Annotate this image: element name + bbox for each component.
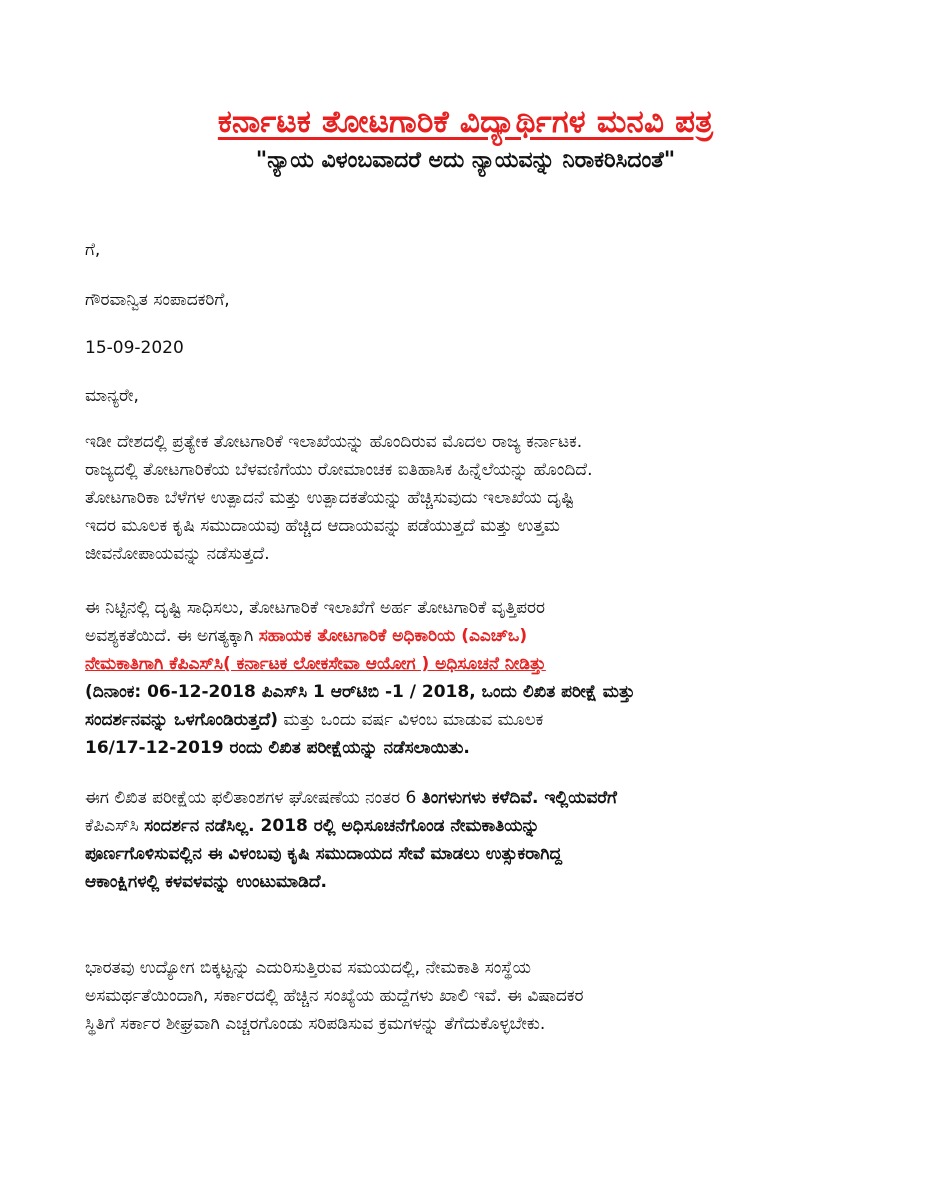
paragraph-3-line bbox=[85, 812, 845, 840]
exam-date: 16/17-12-2019 bbox=[85, 738, 224, 758]
paragraph-2-text: ಅವಶ್ಯಕತೆಯಿದೆ. ಈ ಅಗತ್ಯಕ್ಕಾಗಿ bbox=[85, 626, 259, 646]
paragraph-1-line: ಇಡೀ ದೇಶದಲ್ಲಿ ಪ್ರತ್ಯೇಕ ತೋಟಗಾರಿಕೆ ಇಲಾಖೆಯನ್ನು ಹೊಂದಿರುವ ಮೊದಲ ರಾಜ್ಯ ಕರ್ನಾಟಕ. bbox=[85, 432, 583, 452]
paragraph-2 bbox=[85, 594, 845, 762]
paragraph-3-text: ಈಗ ಲಿಖಿತ ಪರೀಕ್ಷೆಯ ಫಲಿತಾಂಶಗಳ ಘೋಷಣೆಯ ನಂತರ 6 bbox=[85, 788, 422, 808]
paragraph-2-line bbox=[85, 622, 845, 650]
paragraph-3-line: ಆಕಾಂಕ್ಷಿಗಳಲ್ಲಿ ಕಳವಳವನ್ನು ಉಂಟುಮಾಡಿದೆ. bbox=[85, 872, 327, 892]
paragraph-2-line bbox=[85, 706, 845, 734]
paragraph-2-line bbox=[85, 734, 845, 762]
paragraph-3 bbox=[85, 784, 845, 896]
paragraph-1-line: ರಾಜ್ಯದಲ್ಲಿ ತೋಟಗಾರಿಕೆಯ ಬೆಳವಣಿಗೆಯು ರೋಮಾಂಚಕ ಐತಿಹಾಸಿಕ ಹಿನ್ನೆಲೆಯನ್ನು ಹೊಂದಿದೆ. bbox=[85, 460, 593, 480]
paragraph-3-text: ಕೆಪಿಎಸ್‌ಸಿ bbox=[85, 816, 145, 836]
date-line: 15-09-2020 bbox=[85, 338, 184, 358]
paragraph-3-line bbox=[85, 784, 845, 812]
paragraph-2-text: ಮತ್ತು ಒಂದು ವರ್ಷ ವಿಳಂಬ ಮಾಡುವ ಮೂಲಕ bbox=[278, 710, 544, 730]
paragraph-4 bbox=[85, 954, 845, 1038]
letter-subtitle: "ನ್ಯಾಯ ವಿಳಂಬವಾದರೆ ಅದು ನ್ಯಾಯವನ್ನು ನಿರಾಕರಿಸಿದಂತೆ" bbox=[255, 148, 676, 173]
paragraph-3-line: ಪೂರ್ಣಗೊಳಿಸುವಲ್ಲಿನ ಈ ವಿಳಂಬವು ಕೃಷಿ ಸಮುದಾಯದ ಸೇವೆ ಮಾಡಲು ಉತ್ಸುಕರಾಗಿದ್ದ bbox=[85, 844, 563, 864]
paragraph-1-line: ಇದರ ಮೂಲಕ ಕೃಷಿ ಸಮುದಾಯವು ಹೆಚ್ಚಿದ ಆದಾಯವನ್ನು ಪಡೆಯುತ್ತದೆ ಮತ್ತು ಉತ್ತಮ bbox=[85, 516, 560, 536]
paragraph-3-bold: ತಿಂಗಳುಗಳು ಕಳೆದಿವೆ. ಇಲ್ಲಿಯವರೆಗೆ bbox=[421, 788, 617, 808]
paragraph-1-line: ತೋಟಗಾರಿಕಾ ಬೆಳೆಗಳ ಉತ್ಪಾದನೆ ಮತ್ತು ಉತ್ಪಾದಕತೆಯನ್ನು ಹೆಚ್ಚಿಸುವುದು ಇಲಾಖೆಯ ದೃಷ್ಟಿ bbox=[85, 488, 575, 508]
paragraph-2-bold: ಸಂದರ್ಶನವನ್ನು ಒಳಗೊಂಡಿರುತ್ತದೆ) bbox=[85, 710, 279, 730]
highlighted-notification: ನೇಮಕಾತಿಗಾಗಿ ಕೆಪಿಎಸ್‌ಸಿ( ಕರ್ನಾಟಕ ಲೋಕಸೇವಾ ಆಯೋಗ ) ಅಧಿಸೂಚನೆ ನೀಡಿತ್ತು bbox=[85, 654, 546, 674]
paragraph-1-line: ಜೀವನೋಪಾಯವನ್ನು ನಡೆಸುತ್ತದೆ. bbox=[85, 544, 270, 564]
highlighted-post-name: ಸಹಾಯಕ ತೋಟಗಾರಿಕೆ ಅಧಿಕಾರಿಯ (ಎಎಚ್‌ಒ) bbox=[258, 626, 528, 646]
notification-reference: (ದಿನಾಂಕ: 06-12-2018 ಪಿಎಸ್‌ಸಿ 1 ಆರ್‌ಟಿಬಿ -1 / 2018, ಒಂದು ಲಿಖಿತ ಪರೀಕ್ಷೆ ಮತ್ತು bbox=[85, 682, 635, 702]
salutation-line: ಮಾನ್ಯರೇ, bbox=[85, 386, 139, 406]
recipient-line: ಗೌರವಾನ್ವಿತ ಸಂಪಾದಕರಿಗೆ, bbox=[85, 290, 230, 310]
paragraph-2-text: ರಂದು ಲಿಖಿತ ಪರೀಕ್ಷೆಯನ್ನು ನಡೆಸಲಾಯಿತು. bbox=[223, 738, 470, 758]
letter-title: ಕರ್ನಾಟಕ ತೋಟಗಾರಿಕೆ ವಿದ್ಯಾರ್ಥಿಗಳ ಮನವಿ ಪತ್ರ bbox=[217, 104, 714, 140]
paragraph-2-line: ಈ ನಿಟ್ಟಿನಲ್ಲಿ ದೃಷ್ಟಿ ಸಾಧಿಸಲು, ತೋಟಗಾರಿಕೆ ಇಲಾಖೆಗೆ ಅರ್ಹ ತೋಟಗಾರಿಕೆ ವೃತ್ತಿಪರರ bbox=[85, 598, 545, 618]
paragraph-4-line: ಅಸಮರ್ಥತೆಯಿಂದಾಗಿ, ಸರ್ಕಾರದಲ್ಲಿ ಹೆಚ್ಚಿನ ಸಂಖ್ಯೆಯ ಹುದ್ದೆಗಳು ಖಾಲಿ ಇವೆ. ಈ ವಿಷಾದಕರ bbox=[85, 986, 584, 1006]
paragraph-4-line: ಭಾರತವು ಉದ್ಯೋಗ ಬಿಕ್ಕಟ್ಟನ್ನು ಎದುರಿಸುತ್ತಿರುವ ಸಮಯದಲ್ಲಿ, ನೇಮಕಾತಿ ಸಂಸ್ಥೆಯ bbox=[85, 958, 531, 978]
addressee-line: ಗೆ, bbox=[85, 240, 101, 260]
paragraph-1 bbox=[85, 428, 845, 568]
paragraph-4-line: ಸ್ಥಿತಿಗೆ ಸರ್ಕಾರ ಶೀಘ್ರವಾಗಿ ಎಚ್ಚರಗೊಂಡು ಸರಿಪಡಿಸುವ ಕ್ರಮಗಳನ್ನು ತೆಗೆದುಕೊಳ್ಳಬೇಕು. bbox=[85, 1014, 546, 1034]
paragraph-3-bold: ಸಂದರ್ಶನ ನಡೆಸಿಲ್ಲ. 2018 ರಲ್ಲಿ ಅಧಿಸೂಚನೆಗೊಂಡ ನೇಮಕಾತಿಯನ್ನು bbox=[144, 816, 540, 836]
